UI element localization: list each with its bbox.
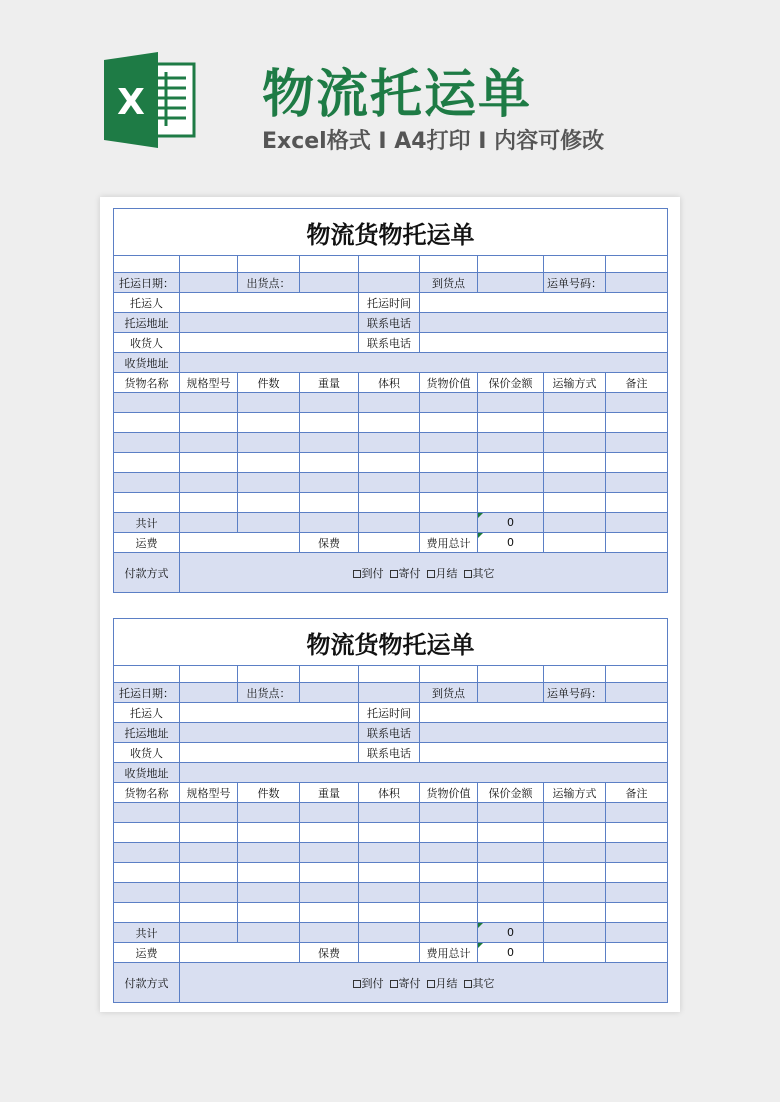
item-row xyxy=(114,413,668,433)
payment-label: 付款方式 xyxy=(114,553,180,593)
column-header: 保价金额 xyxy=(478,783,544,803)
shipper-field[interactable] xyxy=(180,293,359,313)
item-cell[interactable] xyxy=(114,493,180,513)
item-cell[interactable] xyxy=(420,393,478,413)
ship-time-label: 托运时间 xyxy=(359,293,420,313)
item-cell[interactable] xyxy=(114,393,180,413)
item-cell[interactable] xyxy=(478,473,544,493)
item-cell[interactable] xyxy=(238,393,300,413)
item-cell[interactable] xyxy=(238,493,300,513)
item-cell[interactable] xyxy=(114,883,180,903)
page-title: 物流托运单 xyxy=(262,65,533,125)
item-row xyxy=(114,863,668,883)
item-row xyxy=(114,843,668,863)
item-cell[interactable] xyxy=(606,803,668,823)
column-header: 备注 xyxy=(606,783,668,803)
origin-field[interactable] xyxy=(300,273,359,293)
item-cell[interactable] xyxy=(606,433,668,453)
checkbox-icon[interactable] xyxy=(464,570,472,578)
item-cell[interactable] xyxy=(359,433,420,453)
column-header-row xyxy=(114,373,668,393)
shipper-phone-field[interactable] xyxy=(420,723,668,743)
item-cell[interactable] xyxy=(114,863,180,883)
payment-option-monthly[interactable]: 月结 xyxy=(427,565,458,581)
item-cell[interactable] xyxy=(420,803,478,823)
item-row xyxy=(114,803,668,823)
shipper-address-field[interactable] xyxy=(180,723,359,743)
fee-total-value[interactable]: 0 xyxy=(478,943,544,963)
item-cell[interactable] xyxy=(300,473,359,493)
origin-field[interactable] xyxy=(300,683,359,703)
payment-option-cod[interactable]: 到付 xyxy=(353,565,384,581)
excel-logo-icon xyxy=(100,50,200,150)
column-header: 体积 xyxy=(359,783,420,803)
total-label: 共计 xyxy=(114,513,180,533)
item-cell[interactable] xyxy=(478,843,544,863)
column-header: 体积 xyxy=(359,373,420,393)
item-cell[interactable] xyxy=(114,823,180,843)
header xyxy=(0,0,780,190)
item-cell[interactable] xyxy=(544,823,606,843)
item-row xyxy=(114,493,668,513)
item-cell[interactable] xyxy=(420,903,478,923)
item-cell[interactable] xyxy=(420,843,478,863)
item-cell[interactable] xyxy=(544,493,606,513)
payment-options xyxy=(180,553,668,593)
item-cell[interactable] xyxy=(238,883,300,903)
item-cell[interactable] xyxy=(114,413,180,433)
column-header-row xyxy=(114,783,668,803)
form-title: 物流货物托运单 xyxy=(114,619,668,666)
item-cell[interactable] xyxy=(114,803,180,823)
item-cell[interactable] xyxy=(180,493,238,513)
column-header: 货物价值 xyxy=(420,783,478,803)
date-label: 托运日期： xyxy=(114,683,180,703)
receiver-phone-label: 联系电话 xyxy=(359,333,420,353)
fee-total-label: 费用总计 xyxy=(420,533,478,553)
ship-time-label: 托运时间 xyxy=(359,703,420,723)
item-cell[interactable] xyxy=(478,453,544,473)
item-cell[interactable] xyxy=(478,493,544,513)
freight-label: 运费 xyxy=(114,533,180,553)
date-field[interactable] xyxy=(180,273,238,293)
freight-field[interactable] xyxy=(180,533,300,553)
item-cell[interactable] xyxy=(359,493,420,513)
item-cell[interactable] xyxy=(420,473,478,493)
item-cell[interactable] xyxy=(359,863,420,883)
checkbox-icon[interactable] xyxy=(390,570,398,578)
item-row xyxy=(114,903,668,923)
item-cell[interactable] xyxy=(606,843,668,863)
item-cell[interactable] xyxy=(238,453,300,473)
item-cell[interactable] xyxy=(478,903,544,923)
column-header: 备注 xyxy=(606,373,668,393)
freight-field[interactable] xyxy=(180,943,300,963)
item-cell[interactable] xyxy=(478,863,544,883)
item-cell[interactable] xyxy=(300,493,359,513)
receiver-label: 收货人 xyxy=(114,333,180,353)
insurance-label: 保费 xyxy=(300,533,359,553)
item-cell[interactable] xyxy=(420,883,478,903)
checkbox-icon[interactable] xyxy=(464,980,472,988)
item-cell[interactable] xyxy=(300,803,359,823)
column-header: 货物价值 xyxy=(420,373,478,393)
waybill-table xyxy=(113,208,668,593)
item-cell[interactable] xyxy=(606,413,668,433)
item-cell[interactable] xyxy=(478,883,544,903)
shipper-address-label: 托运地址 xyxy=(114,313,180,333)
receiver-field[interactable] xyxy=(180,333,359,353)
date-label: 托运日期： xyxy=(114,273,180,293)
item-cell[interactable] xyxy=(238,903,300,923)
item-cell[interactable] xyxy=(606,453,668,473)
checkbox-icon[interactable] xyxy=(353,570,361,578)
item-cell[interactable] xyxy=(544,803,606,823)
receiver-address-field[interactable] xyxy=(180,353,668,373)
destination-field[interactable] xyxy=(478,273,544,293)
item-cell[interactable] xyxy=(606,903,668,923)
receiver-phone-field[interactable] xyxy=(420,743,668,763)
item-cell[interactable] xyxy=(114,903,180,923)
item-cell[interactable] xyxy=(238,823,300,843)
item-cell[interactable] xyxy=(300,843,359,863)
item-cell[interactable] xyxy=(359,823,420,843)
column-header: 货物名称 xyxy=(114,373,180,393)
item-cell[interactable] xyxy=(238,843,300,863)
item-cell[interactable] xyxy=(606,883,668,903)
waybill-field[interactable] xyxy=(606,683,668,703)
total-value[interactable]: 0 xyxy=(478,923,544,943)
item-cell[interactable] xyxy=(238,433,300,453)
checkbox-icon[interactable] xyxy=(353,980,361,988)
origin-label: 出货点： xyxy=(238,683,300,703)
insurance-label: 保费 xyxy=(300,943,359,963)
item-cell[interactable] xyxy=(180,413,238,433)
item-cell[interactable] xyxy=(180,453,238,473)
item-cell[interactable] xyxy=(300,453,359,473)
insurance-field[interactable] xyxy=(359,943,420,963)
page-subtitle: Excel格式 I A4打印 I 内容可修改 xyxy=(262,129,605,154)
payment-option-prepaid[interactable]: 寄付 xyxy=(390,565,421,581)
form-title: 物流货物托运单 xyxy=(114,209,668,256)
waybill-label: 运单号码： xyxy=(544,683,606,703)
item-cell[interactable] xyxy=(300,863,359,883)
item-cell[interactable] xyxy=(300,433,359,453)
freight-label: 运费 xyxy=(114,943,180,963)
shipper-label: 托运人 xyxy=(114,703,180,723)
item-cell[interactable] xyxy=(114,433,180,453)
waybill-field[interactable] xyxy=(606,273,668,293)
shipper-phone-label: 联系电话 xyxy=(359,723,420,743)
item-cell[interactable] xyxy=(544,393,606,413)
column-header: 件数 xyxy=(238,373,300,393)
item-cell[interactable] xyxy=(420,863,478,883)
column-header: 保价金额 xyxy=(478,373,544,393)
item-cell[interactable] xyxy=(180,823,238,843)
waybill-table xyxy=(113,618,668,1003)
item-cell[interactable] xyxy=(359,413,420,433)
item-row xyxy=(114,433,668,453)
column-header: 重量 xyxy=(300,783,359,803)
item-cell[interactable] xyxy=(478,433,544,453)
item-cell[interactable] xyxy=(606,863,668,883)
item-cell[interactable] xyxy=(238,863,300,883)
item-cell[interactable] xyxy=(606,473,668,493)
payment-option-monthly[interactable]: 月结 xyxy=(427,975,458,991)
receiver-address-field[interactable] xyxy=(180,763,668,783)
item-cell[interactable] xyxy=(420,413,478,433)
insurance-field[interactable] xyxy=(359,533,420,553)
item-cell[interactable] xyxy=(180,433,238,453)
column-header: 运输方式 xyxy=(544,783,606,803)
item-cell[interactable] xyxy=(300,393,359,413)
item-cell[interactable] xyxy=(114,453,180,473)
receiver-address-label: 收货地址 xyxy=(114,353,180,373)
item-cell[interactable] xyxy=(544,473,606,493)
destination-label: 到货点 xyxy=(420,273,478,293)
item-cell[interactable] xyxy=(359,453,420,473)
origin-label: 出货点： xyxy=(238,273,300,293)
item-cell[interactable] xyxy=(544,453,606,473)
item-cell[interactable] xyxy=(180,473,238,493)
item-cell[interactable] xyxy=(359,803,420,823)
item-cell[interactable] xyxy=(300,883,359,903)
item-cell[interactable] xyxy=(238,413,300,433)
item-row xyxy=(114,883,668,903)
item-cell[interactable] xyxy=(420,823,478,843)
item-cell[interactable] xyxy=(606,823,668,843)
item-cell[interactable] xyxy=(544,883,606,903)
fee-total-value[interactable]: 0 xyxy=(478,533,544,553)
shipper-label: 托运人 xyxy=(114,293,180,313)
payment-label: 付款方式 xyxy=(114,963,180,1003)
item-cell[interactable] xyxy=(544,903,606,923)
item-cell[interactable] xyxy=(420,493,478,513)
destination-label: 到货点 xyxy=(420,683,478,703)
item-cell[interactable] xyxy=(359,393,420,413)
receiver-phone-label: 联系电话 xyxy=(359,743,420,763)
total-value[interactable]: 0 xyxy=(478,513,544,533)
payment-option-other[interactable]: 其它 xyxy=(464,975,495,991)
item-cell[interactable] xyxy=(300,823,359,843)
item-cell[interactable] xyxy=(359,473,420,493)
payment-option-cod[interactable]: 到付 xyxy=(353,975,384,991)
receiver-field[interactable] xyxy=(180,743,359,763)
item-cell[interactable] xyxy=(114,473,180,493)
shipper-field[interactable] xyxy=(180,703,359,723)
item-row xyxy=(114,453,668,473)
checkbox-icon[interactable] xyxy=(427,980,435,988)
column-header: 重量 xyxy=(300,373,359,393)
item-cell[interactable] xyxy=(544,413,606,433)
svg-text:X: X xyxy=(117,82,145,123)
payment-option-prepaid[interactable]: 寄付 xyxy=(390,975,421,991)
item-cell[interactable] xyxy=(359,843,420,863)
item-cell[interactable] xyxy=(359,903,420,923)
item-cell[interactable] xyxy=(114,843,180,863)
receiver-phone-field[interactable] xyxy=(420,333,668,353)
waybill-label: 运单号码： xyxy=(544,273,606,293)
column-header: 规格型号 xyxy=(180,783,238,803)
item-cell[interactable] xyxy=(180,803,238,823)
date-field[interactable] xyxy=(180,683,238,703)
shipper-phone-label: 联系电话 xyxy=(359,313,420,333)
item-cell[interactable] xyxy=(359,883,420,903)
item-cell[interactable] xyxy=(606,493,668,513)
column-header: 件数 xyxy=(238,783,300,803)
shipper-phone-field[interactable] xyxy=(420,313,668,333)
item-cell[interactable] xyxy=(238,473,300,493)
item-cell[interactable] xyxy=(180,843,238,863)
shipper-address-field[interactable] xyxy=(180,313,359,333)
item-row xyxy=(114,393,668,413)
item-cell[interactable] xyxy=(180,393,238,413)
item-cell[interactable] xyxy=(544,863,606,883)
checkbox-icon[interactable] xyxy=(427,570,435,578)
fee-total-label: 费用总计 xyxy=(420,943,478,963)
item-cell[interactable] xyxy=(180,883,238,903)
item-cell[interactable] xyxy=(478,413,544,433)
shipper-address-label: 托运地址 xyxy=(114,723,180,743)
item-cell[interactable] xyxy=(478,803,544,823)
waybill-form-1 xyxy=(113,208,667,593)
item-cell[interactable] xyxy=(544,433,606,453)
payment-options xyxy=(180,963,668,1003)
item-cell[interactable] xyxy=(606,393,668,413)
item-row xyxy=(114,473,668,493)
ship-time-field[interactable] xyxy=(420,293,668,313)
receiver-address-label: 收货地址 xyxy=(114,763,180,783)
item-cell[interactable] xyxy=(420,453,478,473)
paper-sheet xyxy=(100,197,680,1012)
item-cell[interactable] xyxy=(300,413,359,433)
item-cell[interactable] xyxy=(478,393,544,413)
checkbox-icon[interactable] xyxy=(390,980,398,988)
item-cell[interactable] xyxy=(300,903,359,923)
item-cell[interactable] xyxy=(180,903,238,923)
waybill-form-2 xyxy=(113,618,667,1003)
receiver-label: 收货人 xyxy=(114,743,180,763)
item-cell[interactable] xyxy=(420,433,478,453)
column-header: 规格型号 xyxy=(180,373,238,393)
destination-field[interactable] xyxy=(478,683,544,703)
column-header: 运输方式 xyxy=(544,373,606,393)
payment-option-other[interactable]: 其它 xyxy=(464,565,495,581)
item-cell[interactable] xyxy=(180,863,238,883)
item-row xyxy=(114,823,668,843)
item-cell[interactable] xyxy=(544,843,606,863)
ship-time-field[interactable] xyxy=(420,703,668,723)
item-cell[interactable] xyxy=(478,823,544,843)
item-cell[interactable] xyxy=(238,803,300,823)
column-header: 货物名称 xyxy=(114,783,180,803)
total-label: 共计 xyxy=(114,923,180,943)
